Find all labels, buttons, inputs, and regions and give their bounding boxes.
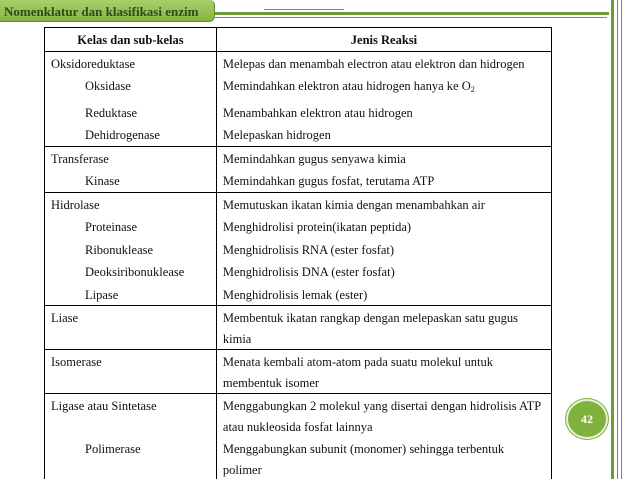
reaction-text: Menambahkan elektron atau hidrogen [222, 105, 413, 120]
enzyme-class-cell: Oksidase [45, 74, 217, 101]
header-rule-top [215, 12, 609, 15]
reaction-text: Memindahkan gugus senyawa kimia [222, 151, 406, 166]
reaction-text: Menggabungkan subunit (monomer) sehingga terbentuk polimer [222, 442, 505, 477]
reaction-cell [216, 437, 551, 479]
reaction-text: Memindahkan gugus fosfat, terutama ATP [222, 174, 435, 188]
table-body [45, 51, 552, 479]
table-header-row [45, 28, 552, 52]
enzyme-class-cell: Transferase [45, 146, 217, 169]
table-row [45, 437, 552, 479]
reaction-text: Memutuskan ikatan kimia dengan menambahkan air [222, 197, 485, 212]
table-row [45, 101, 552, 124]
table-row [45, 146, 552, 169]
enzyme-class-cell: Liase [45, 306, 217, 350]
reaction-cell [216, 101, 551, 124]
reaction-text: Membentuk ikatan rangkap dengan melepaskan satu gugus kimia [222, 311, 518, 346]
reaction-text: Menata kembali atom-atom pada suatu molekul untuk membentuk isomer [222, 355, 493, 390]
enzyme-class-cell: Lipase [45, 283, 217, 306]
title-tab [0, 0, 215, 22]
reaction-cell [216, 394, 551, 438]
page-number-badge [566, 399, 608, 439]
reaction-text: Menghidrolisis DNA (ester fosfat) [222, 265, 395, 279]
enzyme-class-cell: Deoksiribonuklease [45, 260, 217, 283]
reaction-text: Menghidrolisi protein(ikatan peptida) [222, 220, 412, 234]
reaction-cell [216, 215, 551, 238]
enzyme-class-cell: Polimerase [45, 437, 217, 479]
header-rule-bottom [215, 17, 607, 18]
enzyme-class-cell: Reduktase [45, 101, 217, 124]
enzyme-class-cell: Ligase atau Sintetase [45, 394, 217, 438]
column-header-class: Kelas dan sub-kelas [45, 28, 217, 52]
right-rule-1 [611, 0, 614, 479]
table-row [45, 238, 552, 261]
reaction-cell [216, 169, 551, 192]
table-row [45, 51, 552, 74]
enzyme-class-cell: Isomerase [45, 350, 217, 394]
header-rule-short [264, 9, 344, 10]
reaction-cell [216, 123, 551, 146]
reaction-cell [216, 306, 551, 350]
reaction-cell [216, 192, 551, 215]
enzyme-class-cell: Oksidoreduktase [45, 51, 217, 74]
table-row [45, 123, 552, 146]
enzyme-class-cell: Hidrolase [45, 192, 217, 215]
table-row [45, 74, 552, 101]
enzyme-class-cell: Ribonuklease [45, 238, 217, 261]
page-number: 42 [581, 411, 593, 426]
column-header-reaction: Jenis Reaksi [216, 28, 551, 52]
table-row [45, 394, 552, 438]
reaction-subscript: 2 [470, 85, 475, 94]
reaction-cell [216, 260, 551, 283]
table-row [45, 350, 552, 394]
reaction-text: Melepaskan hidrogen [222, 128, 331, 142]
slide-title: Nomenklatur dan klasifikasi enzim [4, 4, 199, 19]
enzyme-class-cell: Dehidrogenase [45, 123, 217, 146]
table-row [45, 215, 552, 238]
table-row [45, 260, 552, 283]
reaction-text: Menghidrolisis RNA (ester fosfat) [222, 242, 395, 257]
right-rule-3 [621, 0, 622, 479]
reaction-cell [216, 350, 551, 394]
enzyme-table [44, 27, 552, 479]
reaction-text: Melepas dan menambah electron atau elektron dan hidrogen [222, 56, 525, 71]
reaction-cell [216, 51, 551, 74]
enzyme-class-cell: Proteinase [45, 215, 217, 238]
reaction-cell [216, 283, 551, 306]
table-row [45, 192, 552, 215]
reaction-cell [216, 146, 551, 169]
table-row [45, 283, 552, 306]
table-row [45, 169, 552, 192]
enzyme-class-cell: Kinase [45, 169, 217, 192]
table-row [45, 306, 552, 350]
right-rule-2 [617, 0, 618, 479]
reaction-cell [216, 74, 551, 101]
reaction-text: Menggabungkan 2 molekul yang disertai dengan hidrolisis ATP atau nukleosida fosfat lainnya [222, 399, 541, 434]
reaction-text: Menghidrolisis lemak (ester) [222, 287, 368, 302]
reaction-cell [216, 238, 551, 261]
reaction-text: Memindahkan elektron atau hidrogen hanya ke O [222, 79, 471, 93]
